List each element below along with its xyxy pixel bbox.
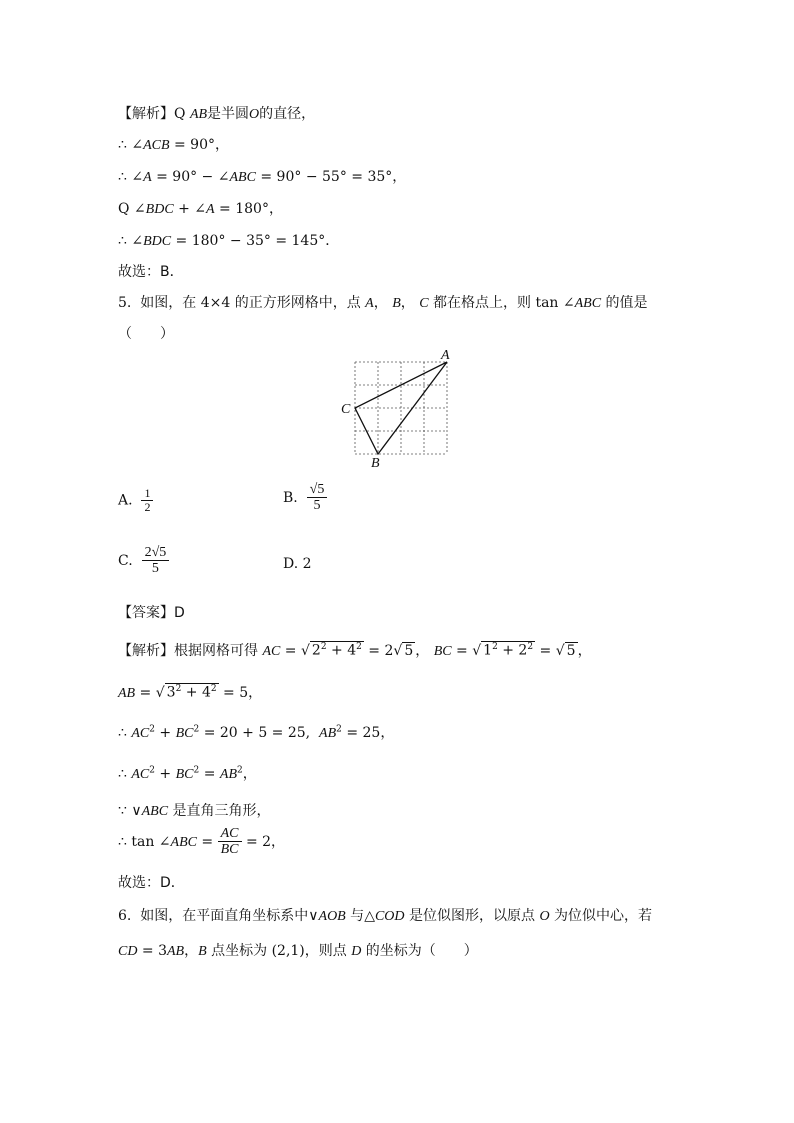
- label-c: C: [341, 402, 351, 417]
- question-6-line-2: CD = 3AB，B 点坐标为 (2,1)，则点 D 的坐标为（ ）: [118, 943, 478, 959]
- analysis5-line-5: ∵ ∨ABC 是直角三角形，: [118, 803, 271, 819]
- option-d-label: D.: [283, 556, 299, 572]
- question-5-paren: （ ）: [118, 326, 174, 342]
- label-a: A: [441, 348, 450, 363]
- option-c-fraction: $\frac{2√5}{5}$: [142, 545, 170, 577]
- answer-5: 【答案】D: [118, 605, 185, 621]
- option-c-label: C.: [118, 552, 133, 569]
- option-c[interactable]: [118, 545, 169, 577]
- analysis-choice: 故选：B．: [118, 264, 184, 280]
- analysis-line-3: ∴ ∠A = 90° − ∠ABC = 90° − 55° = 35°，: [118, 169, 407, 185]
- analysis5-line-1: 【解析】根据网格可得 AC = √ $2^2 + 4^2 = 2√$ 5 ， BC = √ $1^2 + 2^2$ = √ 5 ，: [118, 642, 592, 659]
- option-b-label: B.: [283, 489, 298, 506]
- analysis5-line-2: AB = √ $3^2 + 4^2 = 5$，: [118, 684, 263, 701]
- analysis5-line-3: ∴ $AC^2 + BC^2 = 20 + 5 = 25$, $AB^2 = 25$，: [118, 724, 395, 741]
- option-d[interactable]: [283, 556, 312, 572]
- analysis-line-2: ∴ ∠ACB = 90°，: [118, 137, 229, 153]
- option-a[interactable]: [118, 487, 153, 514]
- analysis-line-5: ∴ ∠BDC = 180° − 35° = 145°．: [118, 233, 340, 249]
- question-5-stem: 5. 如图，在 4×4 的正方形网格中，点 A， B， C 都在格点上，则 tan ∠ABC 的值是: [118, 295, 648, 311]
- analysis5-choice: 故选：D．: [118, 875, 185, 891]
- analysis5-line-4: ∴ $AC^2 + BC^2 = AB^2$，: [118, 765, 257, 782]
- option-a-label: A.: [118, 492, 133, 509]
- option-d-value: 2: [302, 556, 312, 572]
- analysis-line-1: 【解析】Q AB是半圆O的直径，: [118, 106, 316, 122]
- question-6-line-1: 6. 如图，在平面直角坐标系中∨AOB 与△COD 是位似图形，以原点 O 为位似中心，若: [118, 908, 653, 924]
- option-b[interactable]: [283, 482, 327, 514]
- analysis5-line-6: ∴ tan ∠ABC = $\frac{AC}{BC}$ = 2，: [118, 826, 286, 858]
- option-b-fraction: $\frac{√5}{5}$: [307, 482, 328, 514]
- option-a-fraction: $\frac{1}{2}$: [141, 487, 153, 514]
- analysis-line-4: Q ∠BDC + ∠A = 180°，: [118, 201, 283, 217]
- grid-lines: [355, 362, 447, 454]
- grid-figure: [340, 345, 470, 470]
- tan-fraction: $\frac{AC}{BC}$: [218, 826, 242, 858]
- label-b: B: [371, 456, 380, 470]
